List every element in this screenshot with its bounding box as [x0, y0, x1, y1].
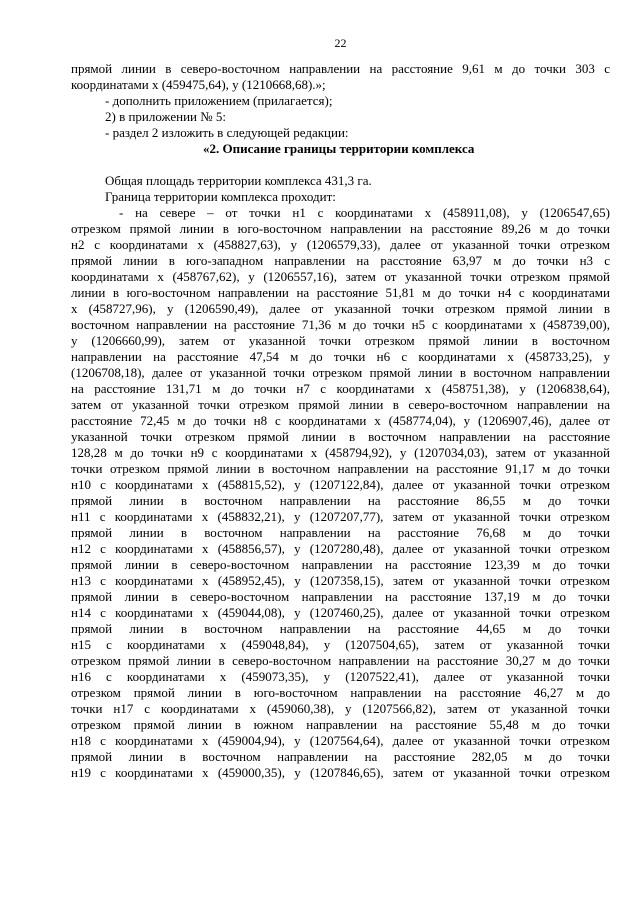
- total-area: Общая площадь территории комплекса 431,3 га.: [105, 173, 372, 188]
- boundary-line: у (1206660,99), затем от указанной точки отрезком прямой линии в восточном: [71, 333, 610, 348]
- boundary-line: н18 с координатами х (459004,94), у (1207564,64), далее от указанной точки отрезком: [71, 733, 610, 748]
- boundary-description: [71, 205, 610, 781]
- boundary-line: прямой линии в восточном направлении на расстояние 282,05 м до точки: [71, 749, 610, 764]
- amendment-item: 2) в приложении № 5:: [105, 109, 227, 124]
- boundary-line: направлении на расстояние 47,54 м до точки н6 с координатами х (458733,25), у: [71, 349, 610, 364]
- amendment-item: - раздел 2 изложить в следующей редакции:: [105, 125, 349, 140]
- boundary-line: прямой линии в северо-восточном направлении на расстояние 137,19 м до точки: [71, 589, 610, 604]
- boundary-line: затем от указанной точки отрезком прямой линии в северо-восточном направлении на: [71, 397, 610, 412]
- boundary-line: отрезком прямой линии в юго-восточном направлении на расстояние 89,26 м до точки: [71, 221, 610, 236]
- boundary-line: прямой линии в юго-западном направлении на расстояние 63,97 м до точки н3 с: [71, 253, 610, 268]
- boundary-line: восточном направлении на расстояние 71,36 м до точки н5 с координатами х (458739,00),: [71, 317, 610, 332]
- document-body: [71, 61, 610, 781]
- boundary-line: отрезком прямой линии в юго-восточном направлении на расстояние 46,27 м до: [71, 685, 610, 700]
- section-heading: «2. Описание границы территории комплекса: [203, 141, 475, 156]
- boundary-line: 128,28 м до точки н9 с координатами х (458794,92), у (1207034,03), затем от указанной: [71, 445, 610, 460]
- boundary-line: н12 с координатами х (458856,57), у (1207280,48), далее от указанной точки отрезком: [71, 541, 610, 556]
- boundary-intro: Граница территории комплекса проходит:: [105, 189, 336, 204]
- continuation-line: координатами х (459475,64), у (1210668,68).»;: [71, 77, 326, 92]
- boundary-line: прямой линии в восточном направлении на расстояние 44,65 м до точки: [71, 621, 610, 636]
- boundary-line: н2 с координатами х (458827,63), у (1206579,33), далее от указанной точки отрезком: [71, 237, 610, 252]
- boundary-line: на расстояние 131,71 м до точки н7 с координатами х (458751,38), у (1206838,64),: [71, 381, 610, 396]
- amendment-item: - дополнить приложением (прилагается);: [105, 93, 333, 108]
- boundary-line: (1206708,18), далее от указанной точки отрезком прямой линии в восточном направлении: [71, 365, 610, 380]
- boundary-line: прямой линии в северо-восточном направлении на расстояние 123,39 м до точки: [71, 557, 610, 572]
- boundary-line: точки отрезком прямой линии в восточном направлении на расстояние 91,17 м до точки: [71, 461, 610, 476]
- boundary-line: прямой линии в восточном направлении на расстояние 76,68 м до точки: [71, 525, 610, 540]
- boundary-line: н13 с координатами х (458952,45), у (1207358,15), затем от указанной точки отрезком: [71, 573, 610, 588]
- boundary-line: линии в юго-восточном направлении на расстояние 51,81 м до точки н4 с координатами: [71, 285, 610, 300]
- boundary-line: - на севере – от точки н1 с координатами х (458911,08), у (1206547,65): [119, 205, 610, 220]
- boundary-line: н16 с координатами х (459073,35), у (1207522,41), далее от указанной точки: [71, 669, 610, 684]
- boundary-line: указанной точки отрезком прямой линии в восточном направлении на расстояние: [71, 429, 610, 444]
- continuation-line: прямой линии в северо-восточном направлении на расстояние 9,61 м до точки 303 с: [71, 61, 610, 76]
- boundary-line: отрезком прямой линии в южном направлении на расстояние 55,48 м до точки: [71, 717, 610, 732]
- boundary-line: точки н17 с координатами х (459060,38), у (1207566,82), затем от указанной точки: [71, 701, 610, 716]
- boundary-line: координатами х (458767,62), у (1206557,16), затем от указанной точки отрезком прямой: [71, 269, 610, 284]
- boundary-line: н11 с координатами х (458832,21), у (1207207,77), затем от указанной точки отрезком: [71, 509, 610, 524]
- boundary-line: отрезком прямой линии в северо-восточном направлении на расстояние 30,27 м до точки: [71, 653, 610, 668]
- page-number: 22: [334, 36, 347, 50]
- boundary-line: н10 с координатами х (458815,52), у (1207122,84), далее от указанной точки отрезком: [71, 477, 610, 492]
- boundary-line: х (458727,96), у (1206590,49), далее от указанной точки отрезком прямой линии в: [71, 301, 610, 316]
- spacer: [71, 157, 610, 173]
- boundary-line: н19 с координатами х (459000,35), у (1207846,65), затем от указанной точки отрезком: [71, 765, 610, 780]
- boundary-line: н14 с координатами х (459044,08), у (1207460,25), далее от указанной точки отрезком: [71, 605, 610, 620]
- boundary-line: прямой линии в восточном направлении на расстояние 86,55 м до точки: [71, 493, 610, 508]
- document-page: [71, 0, 610, 905]
- boundary-line: расстояние 72,45 м до точки н8 с координатами х (458774,04), у (1206907,46), далее от: [71, 413, 610, 428]
- boundary-line: н15 с координатами х (459048,84), у (1207504,65), затем от указанной точки: [71, 637, 610, 652]
